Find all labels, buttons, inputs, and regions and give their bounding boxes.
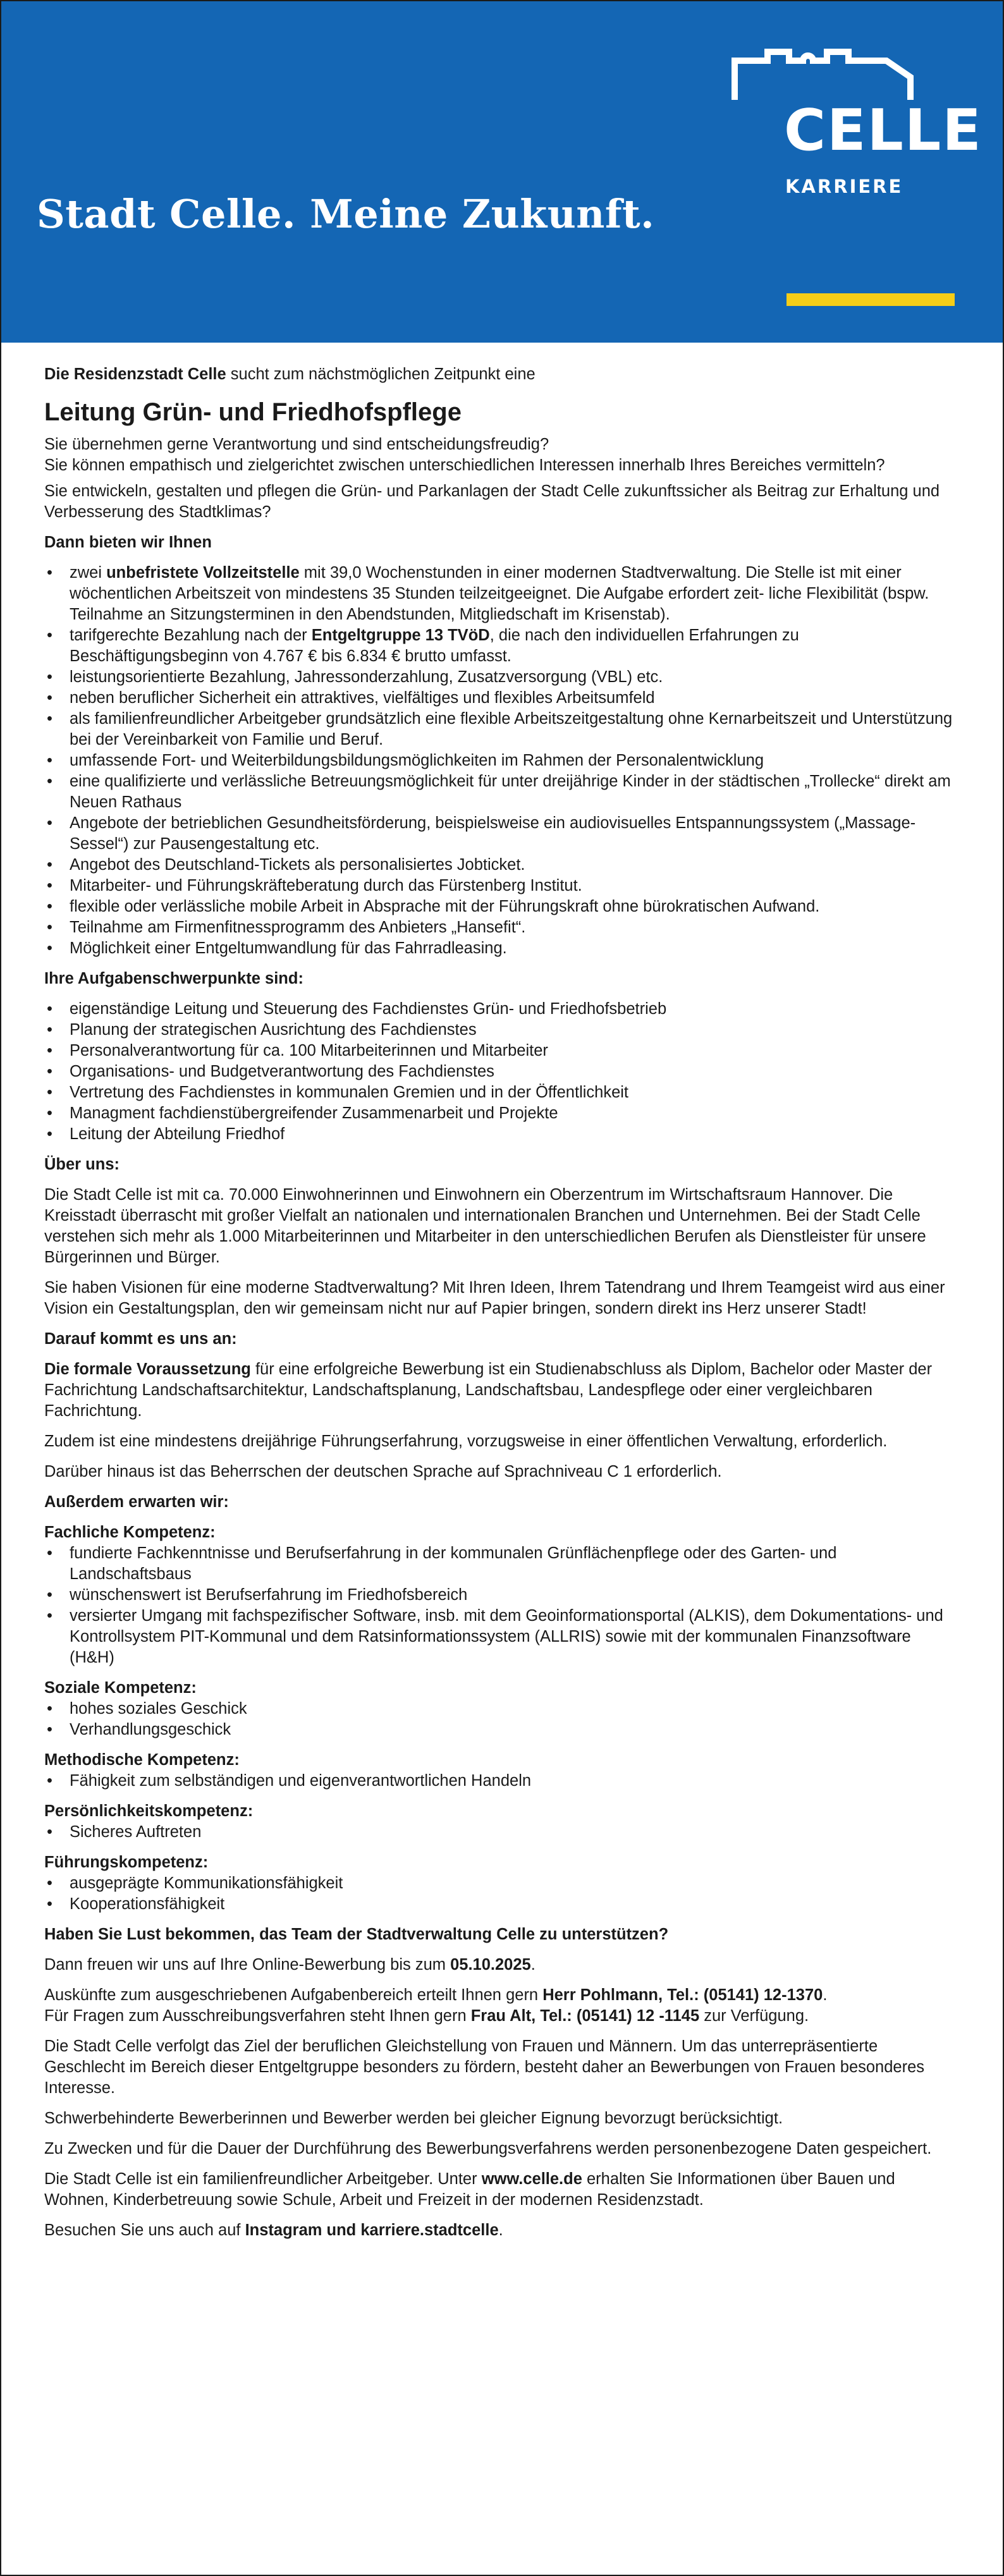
subheading: Soziale Kompetenz: <box>44 1679 197 1697</box>
offer-heading: Dann bieten wir Ihnen <box>44 534 212 551</box>
contact-text: Für Fragen zum Ausschreibungsverfahren steht Ihnen gern Frau Alt, Tel.: (05141) 12 -1145 zur Verfügung. <box>44 2007 809 2025</box>
lead-text: Sie können empathisch und zielgerichtet zwischen unterschiedlichen Interessen innerhalb Ihres Bereiches vermitteln? <box>44 456 885 474</box>
list-item: • Angebote der betrieblichen Gesundheitsförderung, beispielsweise ein audiovisuelles Entspannungssystem („Massage-Sessel“) zur Pausengestaltung etc. <box>44 813 960 855</box>
list-item: • Kooperationsfähigkeit <box>44 1894 960 1915</box>
contact-text: Auskünfte zum ausgeschriebenen Aufgabenbereich erteilt Ihnen gern Herr Pohlmann, Tel.: (05141) 12-1370. <box>44 1986 828 2004</box>
list-item: • Personalverantwortung für ca. 100 Mitarbeiterinnen und Mitarbeiter <box>44 1041 960 1061</box>
list-item: • versierter Umgang mit fachspezifischer Software, insb. mit dem Geoinformationsportal (ALKIS), dem Dokumentations- und Kontrollsystem PIT-Kommunal und dem Ratsinformationssystem (ALLRIS) sowie mit der kommunalen Finanzsoftware (H&H) <box>44 1606 960 1668</box>
competence-list <box>44 1699 960 1740</box>
subheading: Persönlichkeitskompetenz: <box>44 1802 254 1820</box>
slogan: Stadt Celle. Meine Zukunft. <box>37 191 655 237</box>
competence-list <box>44 1543 960 1668</box>
about-paragraph: Die Stadt Celle ist mit ca. 70.000 Einwohnerinnen und Einwohnern ein Oberzentrum im Wirtschaftsraum Hannover. Die Kreisstadt überrascht mit großer Vielfalt an nationalen und internationalen Branchen und Unternehmen. Bei der Stadt Celle verstehen sich mehr als 1.000 Mitarbeiterinnen und Mitarbeiter in den unterschiedlichen Berufen als Dienstleister für unsere Bürgerinnen und Bürger. <box>44 1186 926 1266</box>
subheading: Führungskompetenz: <box>44 1853 209 1871</box>
list-item: • Angebot des Deutschland-Tickets als personalisiertes Jobticket. <box>44 855 960 876</box>
list-item: • leistungsorientierte Bezahlung, Jahressonderzahlung, Zusatzversorgung (VBL) etc. <box>44 667 960 688</box>
list-item: • Organisations- und Budgetverantwortung des Fachdienstes <box>44 1061 960 1082</box>
list-item: • Mitarbeiter- und Führungskräfteberatung durch das Fürstenberg Institut. <box>44 876 960 896</box>
list-item: • als familienfreundlicher Arbeitgeber grundsätzlich eine flexible Arbeitszeitgestaltung ohne Kernarbeitszeit und Unterstützung bei der Vereinbarkeit von Familie und Beruf. <box>44 709 960 750</box>
header-banner <box>1 1 1003 343</box>
list-item: • eine qualifizierte und verlässliche Betreuungsmöglichkeit für unter dreijährige Kinder in der städtischen „Trollecke“ direkt am Neuen Rathaus <box>44 771 960 813</box>
competence-list <box>44 1873 960 1915</box>
list-item: • Sicheres Auftreten <box>44 1822 960 1843</box>
subheading: Methodische Kompetenz: <box>44 1751 240 1769</box>
job-title: Leitung Grün- und Friedhofspflege <box>44 398 462 426</box>
privacy-text: Zu Zwecken und für die Dauer der Durchführung des Bewerbungsverfahrens werden personenbezogene Daten gespeichert. <box>44 2140 932 2158</box>
tasks-heading: Ihre Aufgabenschwerpunkte sind: <box>44 970 303 987</box>
social-text: Besuchen Sie uns auch auf Instagram und karriere.stadtcelle. <box>44 2221 503 2239</box>
list-item: • Vertretung des Fachdienstes in kommunalen Gremien und in der Öffentlichkeit <box>44 1082 960 1103</box>
list-item: • wünschenswert ist Berufserfahrung im Friedhofsbereich <box>44 1585 960 1606</box>
list-item: • Fähigkeit zum selbständigen und eigenverantwortlichen Handeln <box>44 1771 960 1792</box>
closing-heading: Haben Sie Lust bekommen, das Team der Stadtverwaltung Celle zu unterstützen? <box>44 1926 669 1943</box>
about-heading: Über uns: <box>44 1156 120 1173</box>
expect-heading: Außerdem erwarten wir: <box>44 1493 229 1511</box>
list-item: • fundierte Fachkenntnisse und Berufserfahrung in der kommunalen Grünflächenpflege oder des Garten- und Landschaftsbaus <box>44 1543 960 1585</box>
list-item: • Verhandlungsgeschick <box>44 1719 960 1740</box>
deadline-text: Dann freuen wir uns auf Ihre Online-Bewerbung bis zum 05.10.2025. <box>44 1956 536 1974</box>
celle-karriere-logo <box>722 47 983 211</box>
lead-text: Sie übernehmen gerne Verantwortung und sind entscheidungsfreudig? <box>44 436 549 453</box>
offer-list <box>44 563 960 959</box>
list-item: • neben beruflicher Sicherheit ein attraktives, vielfältiges und flexibles Arbeitsumfeld <box>44 688 960 709</box>
logo-subtitle: KARRIERE <box>785 176 903 197</box>
logo-name: CELLE <box>784 97 983 164</box>
list-item: • Planung der strategischen Ausrichtung des Fachdienstes <box>44 1020 960 1041</box>
list-item: • umfassende Fort- und Weiterbildungsbildungsmöglichkeiten im Rahmen der Personalentwicklung <box>44 750 960 771</box>
list-item: • Managment fachdienstübergreifender Zusammenarbeit und Projekte <box>44 1103 960 1124</box>
disability-text: Schwerbehinderte Bewerberinnen und Bewerber werden bei gleicher Eignung bevorzugt berücksichtigt. <box>44 2109 783 2127</box>
family-text: Die Stadt Celle ist ein familienfreundlicher Arbeitgeber. Unter www.celle.de erhalten Sie Informationen über Bauen und Wohnen, Kinderbetreuung sowie Schule, Arbeit und Freizeit in der modernen Residenzstadt. <box>44 2170 895 2209</box>
list-item: • tarifgerechte Bezahlung nach der Entgeltgruppe 13 TVöD, die nach den individuellen Erfahrungen zu Beschäftigungsbeginn von 4.767 € bis 6.834 € brutto umfasst. <box>44 625 960 667</box>
list-item: • Teilnahme am Firmenfitnessprogramm des Anbieters „Hansefit“. <box>44 917 960 938</box>
list-item: • flexible oder verlässliche mobile Arbeit in Absprache mit der Führungskraft ohne bürokratischen Aufwand. <box>44 896 960 917</box>
intro-line: Die Residenzstadt Celle sucht zum nächstmöglichen Zeitpunkt eine <box>44 365 536 383</box>
requirements-paragraph: Darüber hinaus ist das Beherrschen der deutschen Sprache auf Sprachniveau C 1 erforderlich. <box>44 1463 722 1480</box>
content <box>44 364 960 2241</box>
list-item: • Leitung der Abteilung Friedhof <box>44 1124 960 1145</box>
list-item: • Möglichkeit einer Entgeltumwandlung für das Fahrradleasing. <box>44 938 960 959</box>
list-item: • ausgeprägte Kommunikationsfähigkeit <box>44 1873 960 1894</box>
tasks-list <box>44 999 960 1145</box>
about-paragraph: Sie haben Visionen für eine moderne Stadtverwaltung? Mit Ihren Ideen, Ihrem Tatendrang und Ihrem Teamgeist wird aus einer Vision ein Gestaltungsplan, den wir gemeinsam nicht nur auf Papier bringen, sondern direkt ins Herz unserer Stadt! <box>44 1279 945 1317</box>
requirements-paragraph: Die formale Voraussetzung für eine erfolgreiche Bewerbung ist ein Studienabschluss als Diplom, Bachelor oder Master der Fachrichtung Landschaftsarchitektur, Landschaftsplanung, Landschaftsbau, Landespflege oder einer vergleichbaren Fachrichtung. <box>44 1360 933 1420</box>
list-item: • eigenständige Leitung und Steuerung des Fachdienstes Grün- und Friedhofsbetrieb <box>44 999 960 1020</box>
subheading: Fachliche Kompetenz: <box>44 1523 216 1541</box>
list-item: • zwei unbefristete Vollzeitstelle mit 39,0 Wochenstunden in einer modernen Stadtverwaltung. Die Stelle ist mit einer wöchentlichen Arbeitszeit von mindestens 35 Stunden teilzeitgeeignet. Die Aufgabe erfordert zeit- liche Flexibilität (bspw. Teilnahme an Sitzungsterminen in den Abendstunden, Mitgliedschaft im Krisenstab). <box>44 563 960 625</box>
list-item: • hohes soziales Geschick <box>44 1699 960 1719</box>
lead-text: Sie entwickeln, gestalten und pflegen die Grün- und Parkanlagen der Stadt Celle zukunftssicher als Beitrag zur Erhaltung und Verbesserung des Stadtklimas? <box>44 482 940 521</box>
website-link[interactable]: www.celle.de <box>481 2170 582 2188</box>
competence-list <box>44 1822 960 1843</box>
accent-bar <box>787 293 955 306</box>
requirements-heading: Darauf kommt es uns an: <box>44 1330 237 1348</box>
equality-text: Die Stadt Celle verfolgt das Ziel der beruflichen Gleichstellung von Frauen und Männern. Um das unterrepräsentierte Geschlecht im Bereich dieser Entgeltgruppe besonders zu fördern, besteht daher an Bewerbungen von Frauen besonderes Interesse. <box>44 2037 925 2097</box>
castle-outline-icon <box>731 47 940 104</box>
competence-list <box>44 1771 960 1792</box>
requirements-paragraph: Zudem ist eine mindestens dreijährige Führungserfahrung, vorzugsweise in einer öffentlichen Verwaltung, erforderlich. <box>44 1432 888 1450</box>
